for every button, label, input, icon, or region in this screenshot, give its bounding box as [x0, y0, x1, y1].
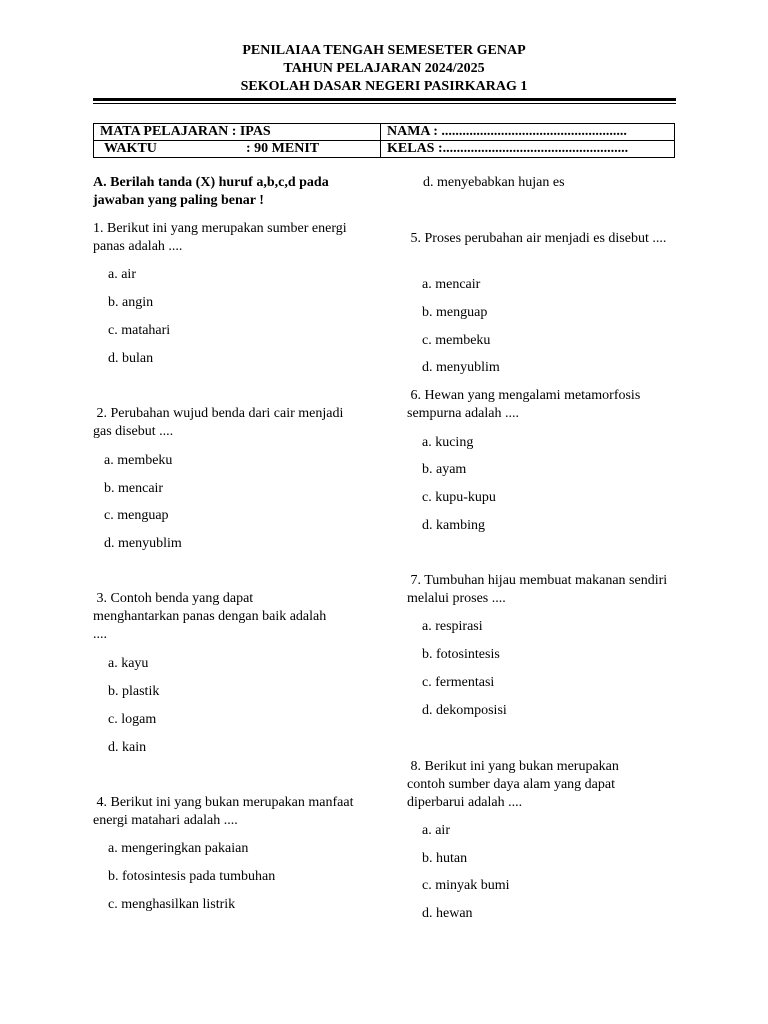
q4-option-b[interactable]: b. fotosintesis pada tumbuhan [108, 869, 276, 884]
question-5: 5. Proses perubahan air menjadi es disebut .... [407, 231, 667, 246]
student-info-table [93, 123, 675, 158]
student-class-field[interactable]: KELAS :..................................................... [381, 141, 675, 158]
q5-option-a[interactable]: a. mencair [422, 277, 481, 292]
q6-option-a[interactable]: a. kucing [422, 435, 474, 450]
question-7: 7. Tumbuhan hijau membuat makanan sendiri melalui proses .... [407, 573, 671, 606]
q1-option-b[interactable]: b. angin [108, 295, 154, 310]
question-4: 4. Berikut ini yang bukan merupakan manfaat energi matahari adalah .... [93, 795, 357, 828]
q8-option-d[interactable]: d. hewan [422, 906, 473, 921]
question-2: 2. Perubahan wujud benda dari cair menjadi gas disebut .... [93, 406, 347, 439]
q3-option-c[interactable]: c. logam [108, 712, 157, 727]
question-3: 3. Contoh benda yang dapat menghantarkan panas dengan baik adalah .... [93, 591, 330, 642]
q4-option-c[interactable]: c. menghasilkan listrik [108, 897, 236, 912]
q6-option-b[interactable]: b. ayam [422, 462, 467, 477]
question-6: 6. Hewan yang mengalami metamorfosis sempurna adalah .... [407, 388, 644, 421]
time-value: : 90 MENIT [246, 141, 320, 156]
q7-option-a[interactable]: a. respirasi [422, 619, 483, 634]
q1-option-c[interactable]: c. matahari [108, 323, 171, 338]
q1-option-a[interactable]: a. air [108, 267, 136, 282]
question-8: 8. Berikut ini yang bukan merupakan contoh sumber daya alam yang dapat diperbarui adalah .... [407, 759, 623, 810]
q2-option-d[interactable]: d. menyublim [104, 536, 182, 551]
school-name: SEKOLAH DASAR NEGERI PASIRKARAG 1 [240, 79, 528, 94]
time-cell [94, 141, 381, 158]
q8-option-c[interactable]: c. minyak bumi [422, 878, 510, 893]
q7-option-d[interactable]: d. dekomposisi [422, 703, 507, 718]
q2-option-b[interactable]: b. mencair [104, 481, 164, 496]
time-label: WAKTU [104, 141, 157, 156]
q7-option-c[interactable]: c. fermentasi [422, 675, 495, 690]
q1-option-d[interactable]: d. bulan [108, 351, 154, 366]
q3-option-a[interactable]: a. kayu [108, 656, 149, 671]
info-row [94, 141, 675, 158]
subject-cell: MATA PELAJARAN : IPAS [94, 124, 381, 141]
q7-option-b[interactable]: b. fotosintesis [422, 647, 500, 662]
q2-option-c[interactable]: c. menguap [104, 508, 169, 523]
q6-option-d[interactable]: d. kambing [422, 518, 485, 533]
section-a-instruction: A. Berilah tanda (X) huruf a,b,c,d pada jawaban yang paling benar ! [93, 175, 329, 208]
exam-header [0, 42, 768, 96]
student-name-field[interactable]: NAMA : ..................................................... [381, 124, 675, 141]
q6-option-c[interactable]: c. kupu-kupu [422, 490, 496, 505]
q5-option-d[interactable]: d. menyublim [422, 360, 500, 375]
q8-option-a[interactable]: a. air [422, 823, 450, 838]
header-divider-thin [93, 103, 676, 104]
q4-option-a[interactable]: a. mengeringkan pakaian [108, 841, 249, 856]
header-divider-thick [93, 98, 676, 101]
info-row [94, 124, 675, 141]
q5-option-c[interactable]: c. membeku [422, 333, 491, 348]
academic-year: TAHUN PELAJARAN 2024/2025 [283, 61, 485, 76]
q3-option-d[interactable]: d. kain [108, 740, 147, 755]
question-1: 1. Berikut ini yang merupakan sumber energi panas adalah .... [93, 221, 347, 254]
q2-option-a[interactable]: a. membeku [104, 453, 173, 468]
q8-option-b[interactable]: b. hutan [422, 851, 468, 866]
q5-option-b[interactable]: b. menguap [422, 305, 488, 320]
q4-option-d[interactable]: d. menyebabkan hujan es [423, 175, 565, 190]
exam-title: PENILAIAA TENGAH SEMESETER GENAP [242, 43, 526, 58]
q3-option-b[interactable]: b. plastik [108, 684, 160, 699]
